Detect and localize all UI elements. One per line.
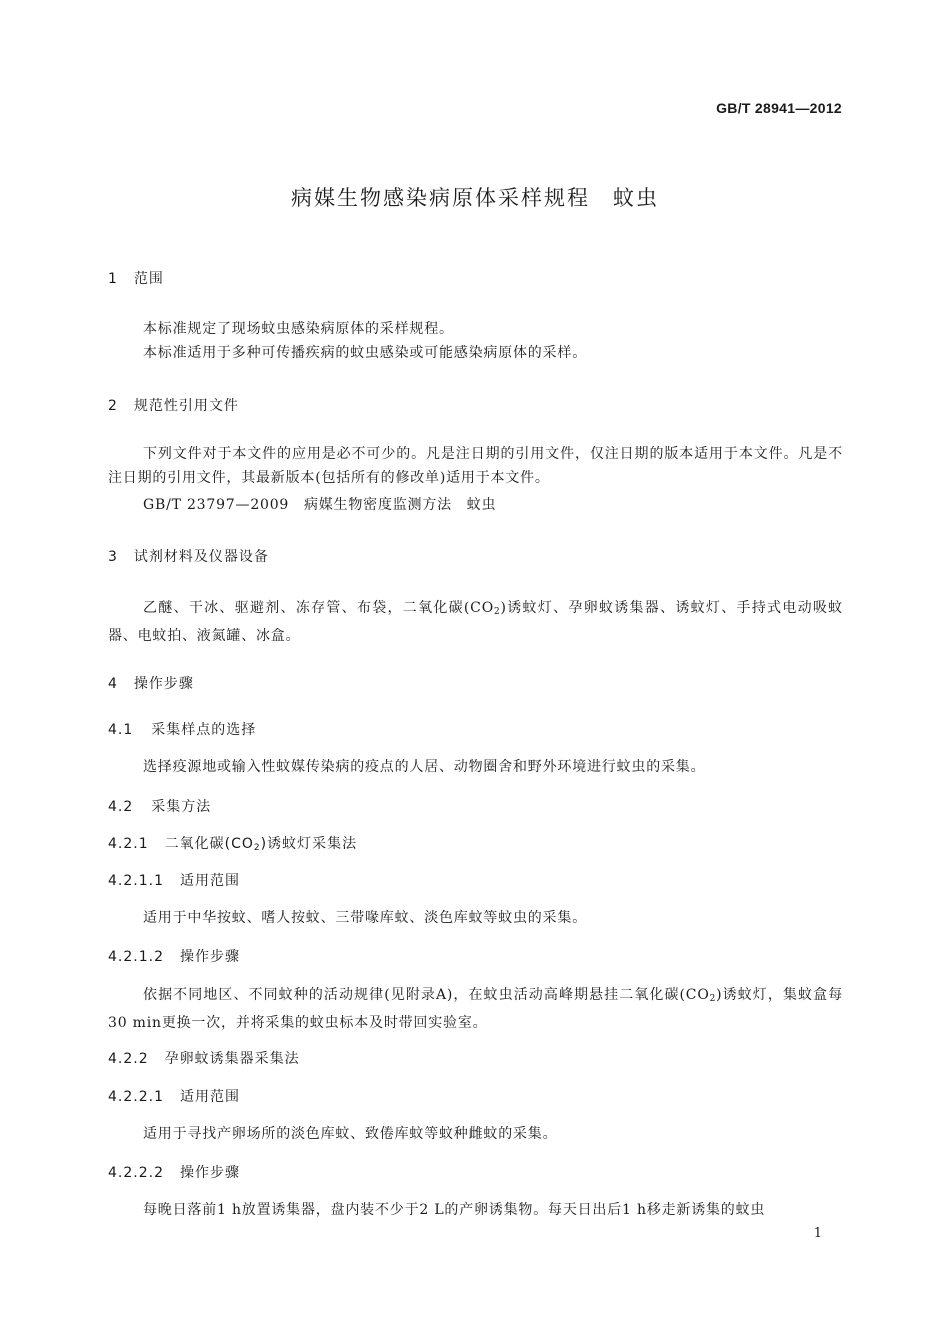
subscript: 2 [253,843,261,853]
section-title: 操作步骤 [179,1165,240,1181]
subsection-4-2-heading [108,796,211,816]
section-number: 4.2.1.1 [108,873,164,889]
paragraph: 下列文件对于本文件的应用是必不可少的。凡是注日期的引用文件，仅注日期的版本适用于本文件。凡是不注日期的引用文件，其最新版本(包括所有的修改单)适用于本文件。 [108,446,843,486]
section-title: 试剂材料及仪器设备 [133,549,269,565]
section-number: 4.2.1 [108,836,149,852]
paragraph: 每晚日落前1 h放置诱集器，盘内装不少于2 L的产卵诱集物。每天日出后1 h移走新诱集的蚊虫 [143,1202,766,1218]
text-run: )诱蚊灯、孕卵蚊诱集器、诱蚊灯、手持式电动吸蚊器、电蚊拍、液氮罐、冰盒。 [108,600,843,644]
paragraph: 适用于寻找产卵场所的淡色库蚊、致倦库蚊等蚊种雌蚊的采集。 [143,1126,558,1142]
subsection-4-2-2-1-heading [108,1086,240,1106]
paragraph [108,983,843,1035]
subsection-4-2-2-2-heading [108,1162,240,1182]
section-title: 操作步骤 [179,949,240,965]
section-4-heading [108,673,194,693]
section-number: 4.1 [108,722,134,738]
paragraph: 适用于中华按蚊、嗜人按蚊、三带喙库蚊、淡色库蚊等蚊虫的采集。 [143,910,587,926]
section-title: 孕卵蚊诱集器采集法 [164,1051,300,1067]
section-title: 范围 [133,271,164,287]
paragraph: 本标准规定了现场蚊虫感染病原体的采样规程。 [143,321,454,337]
subsection-4-2-1-2-heading [108,946,240,966]
text-run: 二氧化碳(CO [164,836,254,852]
section-number: 4.2 [108,799,134,815]
section-title: 采集方法 [151,799,212,815]
text-run: )诱蚊灯，集蚊盒每30 min更换一次，并将采集的蚊虫标本及时带回实验室。 [108,987,843,1031]
subscript: 2 [709,994,717,1004]
section-number: 4.2.2.1 [108,1089,164,1105]
section-3-heading [108,546,269,566]
text-run: 依据不同地区、不同蚊种的活动规律(见附录A)，在蚊虫活动高峰期悬挂二氧化碳(CO [143,987,710,1003]
section-title: 适用范围 [179,1089,240,1105]
section-number: 4 [108,676,118,692]
section-title: 操作步骤 [133,676,194,692]
subsection-4-2-2-heading [108,1048,300,1068]
section-number: 1 [108,271,118,287]
paragraph: 选择疫源地或输入性蚊媒传染病的疫点的人居、动物圈舍和野外环境进行蚊虫的采集。 [143,759,706,775]
section-number: 2 [108,398,118,414]
subsection-4-1-heading [108,719,256,739]
paragraph: 本标准适用于多种可传播疾病的蚊虫感染或可能感染病原体的采样。 [143,345,587,361]
section-title: 采集样点的选择 [151,722,257,738]
normative-reference: GB/T 23797—2009 病媒生物密度监测方法 蚊虫 [143,497,497,513]
section-title [165,836,357,852]
text-run: 乙醚、干冰、驱避剂、冻存管、布袋，二氧化碳(CO [143,600,494,616]
paragraph [108,596,843,648]
text-run: )诱蚊灯采集法 [260,836,358,852]
section-number: 3 [108,549,118,565]
section-number: 4.2.2 [108,1051,149,1067]
section-title: 适用范围 [179,873,240,889]
section-1-heading [108,268,164,288]
section-number: 4.2.1.2 [108,949,164,965]
subsection-4-2-1-1-heading [108,870,240,890]
section-2-heading [108,395,239,415]
subscript: 2 [493,607,501,617]
subsection-4-2-1-heading [108,833,357,853]
page-number: 1 [813,1226,822,1241]
section-number: 4.2.2.2 [108,1165,164,1181]
document-title: 病媒生物感染病原体采样规程 蚊虫 [291,186,659,210]
section-title: 规范性引用文件 [133,398,239,414]
standard-number: GB/T 28941—2012 [716,100,842,116]
